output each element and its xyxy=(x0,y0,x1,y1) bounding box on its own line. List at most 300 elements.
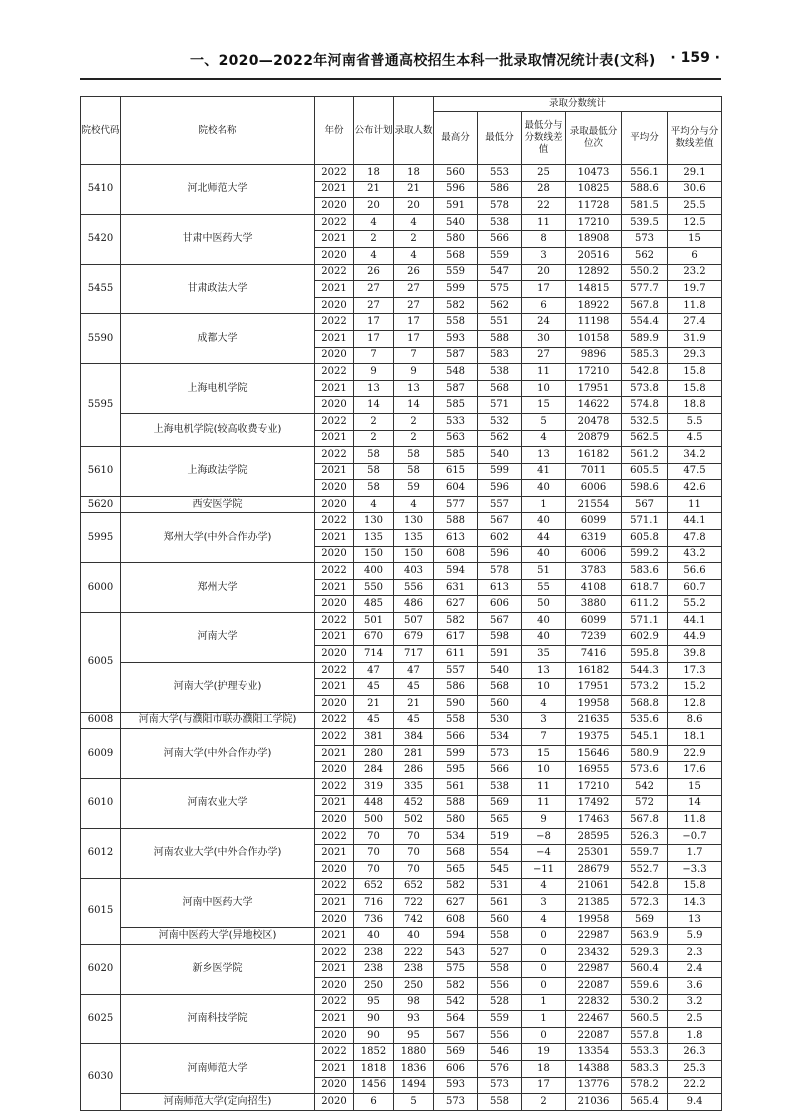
school-code: 5410 xyxy=(81,165,121,215)
cell-min: 527 xyxy=(478,944,522,961)
cell-avg: 602.9 xyxy=(622,629,668,646)
cell-min: 567 xyxy=(478,513,522,530)
cell-min: 568 xyxy=(478,380,522,397)
cell-year: 2020 xyxy=(315,646,354,663)
cell-avg: 542.8 xyxy=(622,878,668,895)
cell-rank: 22087 xyxy=(566,1027,622,1044)
cell-max: 558 xyxy=(434,712,478,729)
cell-rank: 12892 xyxy=(566,264,622,281)
cell-diff: 0 xyxy=(522,978,566,995)
cell-rank: 17210 xyxy=(566,364,622,381)
school-code: 6008 xyxy=(81,712,121,729)
cell-min: 606 xyxy=(478,596,522,613)
cell-avg: 542.8 xyxy=(622,364,668,381)
cell-rank: 9896 xyxy=(566,347,622,364)
cell-admitted: 222 xyxy=(394,944,434,961)
school-name: 成都大学 xyxy=(121,314,315,364)
cell-admitted: 26 xyxy=(394,264,434,281)
table-row xyxy=(81,264,722,281)
cell-admitted: 452 xyxy=(394,795,434,812)
cell-avg-diff: 15.2 xyxy=(668,679,722,696)
cell-diff: 18 xyxy=(522,1061,566,1078)
cell-max: 587 xyxy=(434,347,478,364)
cell-avg-diff: 2.4 xyxy=(668,961,722,978)
cell-plan: 40 xyxy=(354,928,394,945)
school-code: 6030 xyxy=(81,1044,121,1110)
cell-diff: 17 xyxy=(522,281,566,298)
cell-min: 558 xyxy=(478,1094,522,1111)
cell-avg-diff: 47.8 xyxy=(668,530,722,547)
cell-min: 569 xyxy=(478,795,522,812)
cell-max: 577 xyxy=(434,496,478,513)
cell-plan: 6 xyxy=(354,1094,394,1111)
cell-max: 575 xyxy=(434,961,478,978)
cell-diff: 22 xyxy=(522,198,566,215)
cell-admitted: 18 xyxy=(394,165,434,182)
cell-rank: 16182 xyxy=(566,662,622,679)
cell-diff: 4 xyxy=(522,911,566,928)
cell-year: 2021 xyxy=(315,961,354,978)
cell-diff: 9 xyxy=(522,812,566,829)
cell-avg: 571.1 xyxy=(622,513,668,530)
table-row xyxy=(81,613,722,630)
cell-year: 2022 xyxy=(315,513,354,530)
cell-plan: 652 xyxy=(354,878,394,895)
cell-min: 568 xyxy=(478,679,522,696)
cell-avg: 552.7 xyxy=(622,861,668,878)
school-code: 5995 xyxy=(81,513,121,563)
school-name: 河南农业大学 xyxy=(121,778,315,828)
cell-rank: 6319 xyxy=(566,530,622,547)
cell-admitted: 13 xyxy=(394,380,434,397)
cell-avg: 585.3 xyxy=(622,347,668,364)
page-number: · 159 · xyxy=(670,50,720,66)
cell-admitted: 95 xyxy=(394,1027,434,1044)
cell-rank: 3880 xyxy=(566,596,622,613)
cell-plan: 284 xyxy=(354,762,394,779)
cell-admitted: 556 xyxy=(394,579,434,596)
cell-min: 573 xyxy=(478,1077,522,1094)
cell-avg-diff: 25.5 xyxy=(668,198,722,215)
cell-diff: 1 xyxy=(522,994,566,1011)
cell-max: 543 xyxy=(434,944,478,961)
cell-avg-diff: 18.8 xyxy=(668,397,722,414)
cell-max: 604 xyxy=(434,480,478,497)
cell-max: 534 xyxy=(434,828,478,845)
cell-admitted: 502 xyxy=(394,812,434,829)
cell-avg: 577.7 xyxy=(622,281,668,298)
cell-diff: 40 xyxy=(522,629,566,646)
cell-max: 593 xyxy=(434,330,478,347)
cell-max: 617 xyxy=(434,629,478,646)
cell-admitted: 130 xyxy=(394,513,434,530)
cell-rank: 11198 xyxy=(566,314,622,331)
cell-min: 528 xyxy=(478,994,522,1011)
cell-avg-diff: 5.9 xyxy=(668,928,722,945)
cell-min: 613 xyxy=(478,579,522,596)
cell-avg: 583.6 xyxy=(622,563,668,580)
school-name: 郑州大学 xyxy=(121,563,315,613)
school-name: 西安医学院 xyxy=(121,496,315,513)
cell-max: 631 xyxy=(434,579,478,596)
cell-min: 567 xyxy=(478,613,522,630)
cell-admitted: 21 xyxy=(394,181,434,198)
cell-rank: 17492 xyxy=(566,795,622,812)
cell-admitted: 1494 xyxy=(394,1077,434,1094)
table-header xyxy=(81,97,722,165)
cell-avg: 611.2 xyxy=(622,596,668,613)
cell-year: 2020 xyxy=(315,696,354,713)
cell-avg-diff: 22.2 xyxy=(668,1077,722,1094)
school-name: 河南师范大学(定向招生) xyxy=(121,1094,315,1111)
cell-year: 2021 xyxy=(315,1011,354,1028)
cell-year: 2021 xyxy=(315,330,354,347)
cell-avg-diff: 43.2 xyxy=(668,546,722,563)
cell-diff: 7 xyxy=(522,729,566,746)
cell-max: 560 xyxy=(434,165,478,182)
cell-min: 571 xyxy=(478,397,522,414)
cell-year: 2022 xyxy=(315,165,354,182)
cell-min: 530 xyxy=(478,712,522,729)
table-row xyxy=(81,364,722,381)
table-row xyxy=(81,994,722,1011)
table-row xyxy=(81,828,722,845)
cell-diff: 51 xyxy=(522,563,566,580)
table-row xyxy=(81,928,722,945)
cell-rank: 6099 xyxy=(566,513,622,530)
cell-rank: 10158 xyxy=(566,330,622,347)
cell-plan: 280 xyxy=(354,745,394,762)
cell-avg: 573.6 xyxy=(622,762,668,779)
cell-diff: 5 xyxy=(522,413,566,430)
cell-max: 608 xyxy=(434,911,478,928)
cell-rank: 22087 xyxy=(566,978,622,995)
cell-plan: 18 xyxy=(354,165,394,182)
cell-min: 540 xyxy=(478,447,522,464)
cell-plan: 90 xyxy=(354,1027,394,1044)
col-header-min: 最低分 xyxy=(478,112,522,165)
cell-avg-diff: 14 xyxy=(668,795,722,812)
cell-min: 551 xyxy=(478,314,522,331)
cell-diff: 2 xyxy=(522,1094,566,1111)
cell-avg-diff: 17.6 xyxy=(668,762,722,779)
cell-year: 2020 xyxy=(315,198,354,215)
cell-plan: 150 xyxy=(354,546,394,563)
cell-admitted: 20 xyxy=(394,198,434,215)
cell-diff: 11 xyxy=(522,795,566,812)
cell-max: 599 xyxy=(434,745,478,762)
cell-max: 540 xyxy=(434,214,478,231)
cell-min: 547 xyxy=(478,264,522,281)
cell-plan: 135 xyxy=(354,530,394,547)
cell-rank: 4108 xyxy=(566,579,622,596)
col-header-max: 最高分 xyxy=(434,112,478,165)
cell-avg-diff: 15 xyxy=(668,231,722,248)
cell-avg-diff: 34.2 xyxy=(668,447,722,464)
cell-admitted: 238 xyxy=(394,961,434,978)
cell-max: 569 xyxy=(434,1044,478,1061)
cell-plan: 485 xyxy=(354,596,394,613)
cell-avg-diff: 55.2 xyxy=(668,596,722,613)
cell-avg: 556.1 xyxy=(622,165,668,182)
cell-plan: 70 xyxy=(354,845,394,862)
cell-rank: 13354 xyxy=(566,1044,622,1061)
cell-min: 559 xyxy=(478,1011,522,1028)
cell-diff: 20 xyxy=(522,264,566,281)
school-name: 甘肃中医药大学 xyxy=(121,214,315,264)
cell-max: 611 xyxy=(434,646,478,663)
cell-diff: 13 xyxy=(522,662,566,679)
cell-diff: 55 xyxy=(522,579,566,596)
cell-min: 588 xyxy=(478,330,522,347)
cell-admitted: 58 xyxy=(394,447,434,464)
cell-max: 568 xyxy=(434,845,478,862)
cell-max: 587 xyxy=(434,380,478,397)
cell-max: 615 xyxy=(434,463,478,480)
cell-year: 2022 xyxy=(315,778,354,795)
cell-admitted: 403 xyxy=(394,563,434,580)
cell-diff: 24 xyxy=(522,314,566,331)
cell-avg-diff: 2.5 xyxy=(668,1011,722,1028)
table-row xyxy=(81,662,722,679)
cell-avg-diff: 11 xyxy=(668,496,722,513)
cell-admitted: 486 xyxy=(394,596,434,613)
cell-diff: 6 xyxy=(522,297,566,314)
cell-avg-diff: 29.3 xyxy=(668,347,722,364)
cell-rank: 18908 xyxy=(566,231,622,248)
col-header-code: 院校代码 xyxy=(81,97,121,165)
cell-diff: 0 xyxy=(522,961,566,978)
cell-plan: 17 xyxy=(354,314,394,331)
cell-plan: 70 xyxy=(354,861,394,878)
cell-min: 598 xyxy=(478,629,522,646)
cell-avg-diff: 15.8 xyxy=(668,380,722,397)
cell-max: 613 xyxy=(434,530,478,547)
cell-max: 627 xyxy=(434,596,478,613)
col-header-avg: 平均分 xyxy=(622,112,668,165)
cell-plan: 70 xyxy=(354,828,394,845)
cell-min: 573 xyxy=(478,745,522,762)
cell-avg-diff: 1.7 xyxy=(668,845,722,862)
cell-avg: 589.9 xyxy=(622,330,668,347)
cell-admitted: 1836 xyxy=(394,1061,434,1078)
school-name: 河南大学 xyxy=(121,613,315,663)
table-row xyxy=(81,165,722,182)
cell-plan: 20 xyxy=(354,198,394,215)
cell-diff: 4 xyxy=(522,430,566,447)
cell-avg-diff: −0.7 xyxy=(668,828,722,845)
cell-avg: 573.2 xyxy=(622,679,668,696)
cell-min: 583 xyxy=(478,347,522,364)
cell-plan: 45 xyxy=(354,679,394,696)
cell-avg: 562.5 xyxy=(622,430,668,447)
cell-rank: 21385 xyxy=(566,895,622,912)
cell-year: 2020 xyxy=(315,596,354,613)
cell-avg-diff: 31.9 xyxy=(668,330,722,347)
cell-rank: 14388 xyxy=(566,1061,622,1078)
cell-admitted: 70 xyxy=(394,861,434,878)
cell-diff: 50 xyxy=(522,596,566,613)
cell-min: 560 xyxy=(478,696,522,713)
cell-diff: 3 xyxy=(522,895,566,912)
cell-plan: 13 xyxy=(354,380,394,397)
cell-diff: 10 xyxy=(522,762,566,779)
cell-rank: 7011 xyxy=(566,463,622,480)
cell-avg-diff: 3.2 xyxy=(668,994,722,1011)
cell-diff: −11 xyxy=(522,861,566,878)
table-body xyxy=(81,165,722,1111)
cell-diff: −8 xyxy=(522,828,566,845)
cell-admitted: 652 xyxy=(394,878,434,895)
cell-avg-diff: 42.6 xyxy=(668,480,722,497)
cell-plan: 58 xyxy=(354,463,394,480)
cell-year: 2022 xyxy=(315,264,354,281)
cell-rank: 21036 xyxy=(566,1094,622,1111)
cell-min: 558 xyxy=(478,961,522,978)
cell-diff: 0 xyxy=(522,928,566,945)
cell-admitted: 2 xyxy=(394,430,434,447)
cell-year: 2021 xyxy=(315,530,354,547)
cell-plan: 4 xyxy=(354,214,394,231)
cell-max: 588 xyxy=(434,795,478,812)
cell-avg-diff: 44.1 xyxy=(668,613,722,630)
cell-max: 591 xyxy=(434,198,478,215)
cell-year: 2020 xyxy=(315,1094,354,1111)
cell-admitted: 507 xyxy=(394,613,434,630)
cell-admitted: 59 xyxy=(394,480,434,497)
cell-rank: 17210 xyxy=(566,778,622,795)
table-row xyxy=(81,314,722,331)
table-row xyxy=(81,413,722,430)
col-header-avg-diff: 平均分与分数线差值 xyxy=(668,112,722,165)
school-code: 5590 xyxy=(81,314,121,364)
school-name: 上海电机学院 xyxy=(121,364,315,414)
cell-avg: 581.5 xyxy=(622,198,668,215)
cell-avg-diff: 18.1 xyxy=(668,729,722,746)
cell-year: 2022 xyxy=(315,413,354,430)
table-row xyxy=(81,1044,722,1061)
table-row xyxy=(81,513,722,530)
cell-admitted: 27 xyxy=(394,297,434,314)
cell-avg: 560.4 xyxy=(622,961,668,978)
cell-avg-diff: 47.5 xyxy=(668,463,722,480)
cell-year: 2021 xyxy=(315,1061,354,1078)
cell-avg: 572.3 xyxy=(622,895,668,912)
cell-year: 2022 xyxy=(315,214,354,231)
cell-year: 2022 xyxy=(315,944,354,961)
cell-avg-diff: 17.3 xyxy=(668,662,722,679)
cell-diff: 40 xyxy=(522,513,566,530)
header-rule xyxy=(80,78,721,80)
col-header-rank: 录取最低分位次 xyxy=(566,112,622,165)
cell-plan: 58 xyxy=(354,480,394,497)
cell-diff: 40 xyxy=(522,546,566,563)
cell-year: 2020 xyxy=(315,297,354,314)
cell-avg: 545.1 xyxy=(622,729,668,746)
school-code: 5455 xyxy=(81,264,121,314)
cell-plan: 27 xyxy=(354,297,394,314)
cell-avg: 554.4 xyxy=(622,314,668,331)
cell-avg-diff: 26.3 xyxy=(668,1044,722,1061)
school-code: 6000 xyxy=(81,563,121,613)
cell-avg: 571.1 xyxy=(622,613,668,630)
cell-plan: 550 xyxy=(354,579,394,596)
cell-max: 599 xyxy=(434,281,478,298)
cell-min: 575 xyxy=(478,281,522,298)
cell-min: 538 xyxy=(478,778,522,795)
cell-rank: 19375 xyxy=(566,729,622,746)
cell-max: 585 xyxy=(434,397,478,414)
admission-stats-table xyxy=(80,96,722,1111)
cell-avg-diff: 6 xyxy=(668,247,722,264)
cell-max: 573 xyxy=(434,1094,478,1111)
cell-avg: 553.3 xyxy=(622,1044,668,1061)
cell-year: 2021 xyxy=(315,679,354,696)
cell-avg-diff: 27.4 xyxy=(668,314,722,331)
cell-plan: 319 xyxy=(354,778,394,795)
cell-year: 2020 xyxy=(315,546,354,563)
school-name: 甘肃政法大学 xyxy=(121,264,315,314)
table-row xyxy=(81,712,722,729)
cell-rank: 11728 xyxy=(566,198,622,215)
cell-avg: 544.3 xyxy=(622,662,668,679)
cell-rank: 17951 xyxy=(566,380,622,397)
cell-plan: 400 xyxy=(354,563,394,580)
cell-plan: 736 xyxy=(354,911,394,928)
cell-max: 582 xyxy=(434,978,478,995)
cell-diff: 44 xyxy=(522,530,566,547)
cell-plan: 95 xyxy=(354,994,394,1011)
cell-rank: 23432 xyxy=(566,944,622,961)
cell-rank: 14622 xyxy=(566,397,622,414)
cell-plan: 90 xyxy=(354,1011,394,1028)
cell-avg-diff: 9.4 xyxy=(668,1094,722,1111)
cell-admitted: 2 xyxy=(394,413,434,430)
cell-diff: 15 xyxy=(522,397,566,414)
cell-diff: 30 xyxy=(522,330,566,347)
cell-max: 542 xyxy=(434,994,478,1011)
cell-rank: 7416 xyxy=(566,646,622,663)
cell-avg-diff: 29.1 xyxy=(668,165,722,182)
cell-admitted: 45 xyxy=(394,712,434,729)
cell-year: 2020 xyxy=(315,978,354,995)
cell-admitted: 58 xyxy=(394,463,434,480)
cell-max: 580 xyxy=(434,231,478,248)
cell-admitted: 14 xyxy=(394,397,434,414)
cell-avg-diff: 39.8 xyxy=(668,646,722,663)
cell-diff: 17 xyxy=(522,1077,566,1094)
cell-avg: 595.8 xyxy=(622,646,668,663)
cell-max: 608 xyxy=(434,546,478,563)
school-name: 河南大学(中外合作办学) xyxy=(121,729,315,779)
cell-year: 2021 xyxy=(315,928,354,945)
cell-max: 580 xyxy=(434,812,478,829)
cell-min: 554 xyxy=(478,845,522,862)
cell-avg: 618.7 xyxy=(622,579,668,596)
cell-admitted: 1880 xyxy=(394,1044,434,1061)
cell-admitted: 250 xyxy=(394,978,434,995)
cell-avg: 526.3 xyxy=(622,828,668,845)
cell-year: 2021 xyxy=(315,181,354,198)
cell-admitted: 722 xyxy=(394,895,434,912)
school-name: 上海电机学院(较高收费专业) xyxy=(121,413,315,446)
col-header-plan: 公布计划 xyxy=(354,97,394,165)
table-row xyxy=(81,447,722,464)
cell-year: 2021 xyxy=(315,895,354,912)
cell-avg-diff: 60.7 xyxy=(668,579,722,596)
cell-plan: 250 xyxy=(354,978,394,995)
cell-diff: 25 xyxy=(522,165,566,182)
